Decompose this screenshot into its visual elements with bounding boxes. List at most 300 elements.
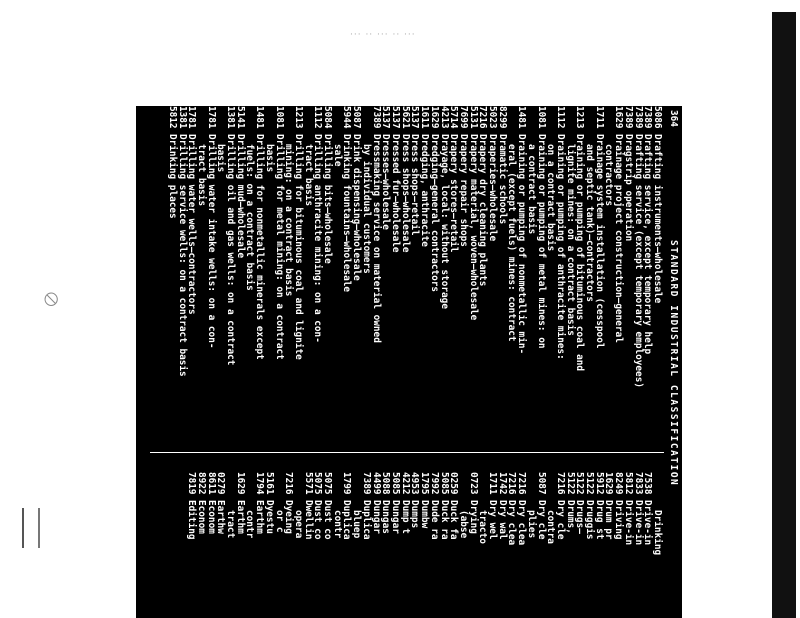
index-entry bbox=[497, 472, 507, 618]
industry-label: Drilling water intake wells: on a con- bbox=[205, 134, 217, 349]
index-entry bbox=[245, 106, 255, 448]
sic-code bbox=[604, 106, 614, 134]
industry-label: Druggis bbox=[584, 500, 596, 540]
index-entry bbox=[381, 472, 391, 618]
index-entry bbox=[526, 106, 536, 448]
industry-label: Dust co bbox=[312, 500, 324, 540]
industry-label: Drums, bbox=[564, 500, 576, 534]
index-entry bbox=[468, 106, 478, 448]
sic-code: 7216 bbox=[283, 472, 295, 495]
industry-label: Drilling water wells—contractors bbox=[186, 134, 198, 315]
industry-label: mining: on a contract basis bbox=[283, 144, 295, 297]
index-column-right bbox=[187, 472, 662, 618]
index-entry bbox=[352, 106, 362, 448]
industry-label: Drive-in bbox=[642, 500, 654, 546]
index-entry bbox=[284, 472, 294, 618]
sic-code: 5621 bbox=[399, 106, 411, 129]
sic-code bbox=[216, 106, 226, 134]
sic-code: 8299 bbox=[496, 106, 508, 129]
sic-code: 1629 bbox=[603, 472, 615, 495]
sic-code: 7389 bbox=[632, 106, 644, 129]
industry-label: Dry clea bbox=[516, 500, 528, 546]
sic-code bbox=[478, 472, 488, 500]
industry-label: Draining or pumping of nonmetallic min- bbox=[516, 134, 528, 355]
sic-code bbox=[361, 106, 371, 134]
industry-label: Dresses—wholesale bbox=[380, 134, 392, 230]
industry-label: contr bbox=[331, 510, 343, 539]
industry-label: Dress shops—wholesale bbox=[399, 134, 411, 253]
index-entry bbox=[274, 106, 284, 448]
sic-code: 1711 bbox=[487, 472, 499, 495]
industry-label: Draining or pumping of bituminous coal and bbox=[574, 134, 586, 372]
industry-label: Dramatic schools bbox=[496, 134, 508, 225]
industry-label: plies bbox=[525, 510, 537, 539]
sic-code: 5912 bbox=[593, 472, 605, 495]
sic-code: 0259 bbox=[448, 472, 460, 495]
index-entry bbox=[575, 472, 585, 618]
sic-code bbox=[284, 106, 294, 134]
index-entry bbox=[410, 106, 420, 448]
sic-code: 1081 bbox=[535, 106, 547, 129]
scan-margin-ticks bbox=[22, 508, 40, 548]
sic-code: 1481 bbox=[516, 106, 528, 129]
index-entry bbox=[322, 472, 332, 618]
index-entry bbox=[342, 106, 352, 448]
index-entry bbox=[478, 106, 488, 448]
sic-code: 4953 bbox=[409, 472, 421, 495]
index-entry bbox=[206, 106, 216, 448]
industry-label: Dust co bbox=[322, 500, 334, 540]
index-entry bbox=[594, 106, 604, 448]
industry-label: tract basis bbox=[302, 144, 314, 207]
sic-code: 5085 bbox=[390, 472, 402, 495]
index-entry bbox=[623, 472, 633, 618]
index-entry bbox=[613, 472, 623, 618]
industry-label: or c bbox=[273, 510, 285, 533]
industry-label: Dyeing bbox=[283, 500, 295, 534]
industry-label: Dumps bbox=[409, 500, 421, 529]
sic-code: 5084 bbox=[322, 106, 334, 129]
sic-code: 1799 bbox=[341, 472, 353, 495]
index-entry bbox=[196, 472, 206, 618]
sic-code bbox=[352, 472, 362, 500]
index-entry bbox=[584, 472, 594, 618]
industry-label: bluep bbox=[351, 510, 363, 539]
industry-label: Dry wel bbox=[487, 500, 499, 540]
industry-label: opera bbox=[292, 510, 304, 539]
index-entry bbox=[516, 472, 526, 618]
index-entry bbox=[546, 106, 556, 448]
sic-code: 5023 bbox=[487, 106, 499, 129]
book-binding-edge bbox=[772, 12, 796, 618]
index-entry bbox=[342, 472, 352, 618]
industry-label: Drainage system installation (cesspool bbox=[593, 134, 605, 349]
index-entry bbox=[284, 106, 294, 448]
index-entry bbox=[449, 106, 459, 448]
index-entry bbox=[429, 106, 439, 448]
sic-code bbox=[264, 106, 274, 134]
industry-label: Earthw bbox=[215, 500, 227, 534]
index-entry bbox=[652, 472, 662, 618]
sic-code bbox=[303, 106, 313, 134]
sic-code bbox=[293, 472, 303, 500]
sic-code: 7538 bbox=[642, 472, 654, 495]
sic-code: 7389 bbox=[360, 472, 372, 495]
sic-code: 0279 bbox=[215, 472, 227, 495]
sic-code: 1112 bbox=[312, 106, 324, 129]
industry-label: Drainage project construction—general bbox=[613, 134, 625, 343]
index-entry bbox=[584, 106, 594, 448]
sic-code: 5075 bbox=[312, 472, 324, 495]
sic-code: 5812 bbox=[166, 106, 178, 129]
scanned-page bbox=[136, 106, 682, 618]
sic-code bbox=[458, 472, 468, 500]
index-entry bbox=[254, 106, 264, 448]
industry-label: Drayage, local: without storage bbox=[438, 134, 450, 309]
industry-label: Dwellin bbox=[302, 500, 314, 540]
industry-label: Drilling for bituminous coal and lignite bbox=[292, 134, 304, 360]
index-entry bbox=[206, 472, 216, 618]
sic-code: 5088 bbox=[380, 472, 392, 495]
industry-label: lignite mines: on a contract basis bbox=[564, 144, 576, 336]
index-entry bbox=[526, 472, 536, 618]
index-entry bbox=[458, 472, 468, 618]
industry-label: Dressed fur—wholesale bbox=[390, 134, 402, 253]
index-entry bbox=[303, 106, 313, 448]
industry-label: Duplica bbox=[341, 500, 353, 540]
industry-label: basis bbox=[215, 144, 227, 173]
index-entry bbox=[293, 106, 303, 448]
industry-label: Dumbw bbox=[419, 500, 431, 529]
index-entry bbox=[225, 106, 235, 448]
sic-code: 5122 bbox=[574, 472, 586, 495]
sic-code: 0723 bbox=[467, 472, 479, 495]
sic-code: 7216 bbox=[554, 472, 566, 495]
industry-label: on a contract basis bbox=[545, 144, 557, 252]
index-entry bbox=[497, 106, 507, 448]
index-entry bbox=[439, 472, 449, 618]
sic-code bbox=[526, 472, 536, 500]
index-entry bbox=[177, 106, 187, 448]
sic-code bbox=[546, 106, 556, 134]
sic-code bbox=[546, 472, 556, 500]
industry-label: Dredging—general contractors bbox=[428, 134, 440, 293]
sic-code: 1481 bbox=[254, 106, 266, 129]
sic-code: 8611 bbox=[205, 472, 217, 495]
industry-label: Draining or pumping of anthracite mines: bbox=[554, 134, 566, 360]
index-entry bbox=[264, 472, 274, 618]
sic-code: 7216 bbox=[477, 106, 489, 129]
index-entry bbox=[332, 472, 342, 618]
sic-code: 5087 bbox=[535, 472, 547, 495]
index-entry bbox=[371, 106, 381, 448]
industry-label: Drying bbox=[467, 500, 479, 534]
industry-label: contr bbox=[244, 510, 256, 539]
sic-code: 5137 bbox=[380, 106, 392, 129]
industry-label: Drug st bbox=[593, 500, 605, 540]
sic-code bbox=[332, 472, 342, 500]
industry-label: Earthm bbox=[234, 500, 246, 534]
index-entry bbox=[555, 106, 565, 448]
sic-code: 5085 bbox=[438, 472, 450, 495]
industry-label: Dude ra bbox=[428, 500, 440, 540]
industry-label: Draining or pumping of metal mines: on bbox=[535, 134, 547, 349]
industry-label: Drapery dry cleaning plants bbox=[477, 134, 489, 287]
sic-code: 5137 bbox=[409, 106, 421, 129]
index-entry bbox=[371, 472, 381, 618]
industry-label: Dress shops—retail bbox=[409, 134, 421, 236]
sic-code: 1794 bbox=[254, 472, 266, 495]
index-entry bbox=[313, 106, 323, 448]
industry-label: and septic tank)—contractors bbox=[584, 144, 596, 303]
sic-code bbox=[245, 106, 255, 134]
index-entry bbox=[439, 106, 449, 448]
sic-code bbox=[565, 106, 575, 134]
industry-label: Dungar bbox=[390, 500, 402, 534]
sic-code: 1213 bbox=[574, 106, 586, 129]
industry-label: (abse bbox=[457, 510, 469, 539]
index-entry bbox=[507, 472, 517, 618]
industry-label: Drilling oil and gas wells: on a contract bbox=[225, 134, 237, 366]
index-entry bbox=[565, 472, 575, 618]
page-header bbox=[666, 110, 678, 614]
index-entry bbox=[264, 106, 274, 448]
sic-code: 8922 bbox=[195, 472, 207, 495]
sic-code: 4499 bbox=[370, 472, 382, 495]
running-title: STANDARD INDUSTRIAL CLASSIFICATION bbox=[668, 240, 679, 487]
sic-code bbox=[245, 472, 255, 500]
sic-code: 1629 bbox=[428, 106, 440, 129]
sic-code: 5944 bbox=[341, 106, 353, 129]
index-entry bbox=[643, 106, 653, 448]
sic-code: 1711 bbox=[593, 106, 605, 129]
industry-label: Duck fa bbox=[448, 500, 460, 540]
index-entry bbox=[546, 472, 556, 618]
index-entry bbox=[594, 472, 604, 618]
index-entry bbox=[555, 472, 565, 618]
index-entry bbox=[536, 106, 546, 448]
index-entry bbox=[449, 472, 459, 618]
industry-label: contra bbox=[545, 510, 557, 544]
sic-code: 8249 bbox=[613, 472, 625, 495]
industry-label: Drapery stores—retail bbox=[448, 134, 460, 253]
index-entry bbox=[565, 106, 575, 448]
index-entry bbox=[604, 106, 614, 448]
industry-label: Drafting service, except temporary help bbox=[642, 134, 654, 355]
index-entry bbox=[643, 472, 653, 618]
index-entry bbox=[303, 472, 313, 618]
industry-label: tracto bbox=[477, 510, 489, 544]
sic-code: 5571 bbox=[302, 472, 314, 495]
sic-code: 5086 bbox=[652, 106, 663, 129]
industry-label: Econom bbox=[195, 500, 207, 534]
industry-label: eral (except fuels) mines: contract bbox=[506, 144, 518, 342]
sic-code: 5812 bbox=[622, 472, 634, 495]
industry-label: Driving bbox=[613, 500, 625, 540]
industry-label: Earthm bbox=[254, 500, 266, 534]
sic-code: 5161 bbox=[263, 472, 275, 495]
sic-code: 1611 bbox=[419, 106, 431, 129]
industry-label: Drafting instruments—wholesale bbox=[652, 134, 663, 304]
index-entry bbox=[196, 106, 206, 448]
industry-label: Drum pr bbox=[603, 500, 615, 540]
industry-label: Drink dispensing—wholesale bbox=[351, 134, 363, 281]
sic-code: 1795 bbox=[419, 472, 431, 495]
index-entry bbox=[507, 106, 517, 448]
index-entry bbox=[216, 106, 226, 448]
industry-label: Drilling anthracite mining: on a con- bbox=[312, 134, 324, 343]
index-entry bbox=[516, 106, 526, 448]
rotated-page-content bbox=[136, 106, 682, 618]
sic-code: 1112 bbox=[554, 106, 566, 129]
sic-code: 5122 bbox=[584, 472, 596, 495]
industry-label: tract basis bbox=[195, 144, 207, 207]
industry-label: Dry cle bbox=[535, 500, 547, 540]
index-entry bbox=[429, 472, 439, 618]
sic-code: 7699 bbox=[457, 106, 469, 129]
index-entry bbox=[235, 106, 245, 448]
sic-code: 4212 bbox=[399, 472, 411, 495]
sic-code bbox=[196, 106, 206, 134]
sic-code: 7992 bbox=[428, 472, 440, 495]
industry-label: Drilling bits—wholesale bbox=[322, 134, 334, 264]
index-entry bbox=[187, 472, 197, 618]
index-entry bbox=[361, 472, 371, 618]
index-entry bbox=[245, 472, 255, 618]
index-column-left bbox=[167, 106, 662, 448]
index-entry bbox=[468, 472, 478, 618]
index-entry bbox=[313, 472, 323, 618]
sic-code: 1213 bbox=[292, 106, 304, 129]
industry-label: tract bbox=[225, 510, 237, 539]
sic-code: 5122 bbox=[564, 472, 576, 495]
index-entry bbox=[216, 472, 226, 618]
industry-label: sale bbox=[331, 144, 343, 167]
industry-label: Drilling mud—wholesale bbox=[234, 134, 246, 259]
industry-label: Drapery material, woven—wholesale bbox=[467, 134, 479, 321]
sic-code: 5137 bbox=[390, 106, 402, 129]
industry-label: Drafting service (except temporary employees) bbox=[632, 134, 644, 388]
index-entry bbox=[487, 106, 497, 448]
sic-code: 7216 bbox=[516, 472, 528, 495]
industry-label: Editing bbox=[186, 500, 198, 540]
industry-label: Drive-in bbox=[622, 500, 634, 546]
sic-code bbox=[332, 106, 342, 134]
industry-label: Dressmaking service on material owned bbox=[370, 134, 382, 343]
sic-code: 7216 bbox=[506, 472, 518, 495]
index-entry bbox=[419, 472, 429, 618]
industry-label: Drilling for nonmetallic minerals except bbox=[254, 134, 266, 360]
index-entry bbox=[381, 106, 391, 448]
industry-label: Dredging, anthracite bbox=[419, 134, 431, 247]
sic-code: 1629 bbox=[613, 106, 625, 129]
sic-code: 4213 bbox=[438, 106, 450, 129]
industry-label: Drinking places bbox=[166, 134, 178, 219]
index-entry bbox=[633, 106, 643, 448]
index-entry bbox=[293, 472, 303, 618]
sic-code: 5075 bbox=[322, 472, 334, 495]
industry-label: Drive-in bbox=[632, 500, 644, 546]
sic-code: 7389 bbox=[370, 106, 382, 129]
industry-label: a contract basis bbox=[525, 144, 537, 235]
sic-code bbox=[274, 472, 284, 500]
sic-code: 5131 bbox=[467, 106, 479, 129]
sic-code bbox=[507, 106, 517, 134]
sic-code: 1781 bbox=[186, 106, 198, 129]
sic-code: 7833 bbox=[632, 472, 644, 495]
sic-code: 1742 bbox=[496, 472, 508, 495]
sic-code bbox=[584, 106, 594, 134]
index-entry bbox=[390, 106, 400, 448]
industry-label: contractors bbox=[603, 144, 615, 207]
sic-code: 5087 bbox=[351, 106, 363, 129]
column-divider bbox=[150, 452, 664, 453]
industry-label: Drilling service wells: on a contract basis bbox=[176, 134, 188, 377]
index-entry bbox=[352, 472, 362, 618]
industry-label: Duck ra bbox=[438, 500, 450, 540]
index-entry bbox=[361, 106, 371, 448]
sic-code bbox=[225, 472, 235, 500]
industry-label: Drugs— bbox=[574, 500, 586, 534]
index-entry bbox=[254, 472, 264, 618]
index-entry bbox=[225, 472, 235, 618]
sic-code: 1381 bbox=[225, 106, 237, 129]
industry-label: Dragstrip operation bbox=[622, 134, 634, 242]
industry-label: Dry wal bbox=[496, 500, 508, 540]
industry-label: Drilling for metal mining: on a contract bbox=[273, 134, 285, 360]
sic-code: 1781 bbox=[205, 106, 217, 129]
sic-code: 7389 bbox=[622, 106, 634, 129]
sic-code: 5141 bbox=[234, 106, 246, 129]
index-entry bbox=[478, 472, 488, 618]
industry-label: Drapery repair shops bbox=[457, 134, 469, 247]
index-entry bbox=[604, 472, 614, 618]
industry-label: Drinking fountains—wholesale bbox=[341, 134, 353, 293]
index-entry bbox=[419, 106, 429, 448]
sic-code bbox=[652, 472, 662, 500]
index-entry bbox=[322, 106, 332, 448]
industry-label: by individual customers bbox=[360, 144, 372, 274]
sic-code: 7819 bbox=[186, 472, 198, 495]
sic-code bbox=[526, 106, 536, 134]
index-entry bbox=[187, 106, 197, 448]
sic-code: 5714 bbox=[448, 106, 460, 129]
industry-label: basis bbox=[263, 144, 275, 173]
sic-code: 1629 bbox=[234, 472, 246, 495]
index-entry bbox=[332, 106, 342, 448]
index-entry bbox=[487, 472, 497, 618]
page-number: 364 bbox=[668, 110, 679, 127]
index-entry bbox=[536, 472, 546, 618]
index-entry bbox=[623, 106, 633, 448]
industry-label: Dump t bbox=[399, 500, 411, 534]
index-entry bbox=[575, 106, 585, 448]
scan-margin-text: ··· ·· ··· ·· ··· bbox=[350, 30, 416, 40]
industry-label: Dry cle bbox=[554, 500, 566, 540]
index-entry bbox=[458, 106, 468, 448]
index-entry bbox=[390, 472, 400, 618]
industry-label: Duplica bbox=[360, 500, 372, 540]
index-entry bbox=[235, 472, 245, 618]
industry-label: Econom bbox=[205, 500, 217, 534]
index-entry bbox=[400, 472, 410, 618]
index-entry bbox=[633, 472, 643, 618]
industry-label: Draperies—wholesale bbox=[487, 134, 499, 242]
index-entry bbox=[274, 472, 284, 618]
index-entry bbox=[652, 106, 662, 448]
industry-label: Drinking bbox=[652, 510, 663, 556]
index-entry bbox=[613, 106, 623, 448]
